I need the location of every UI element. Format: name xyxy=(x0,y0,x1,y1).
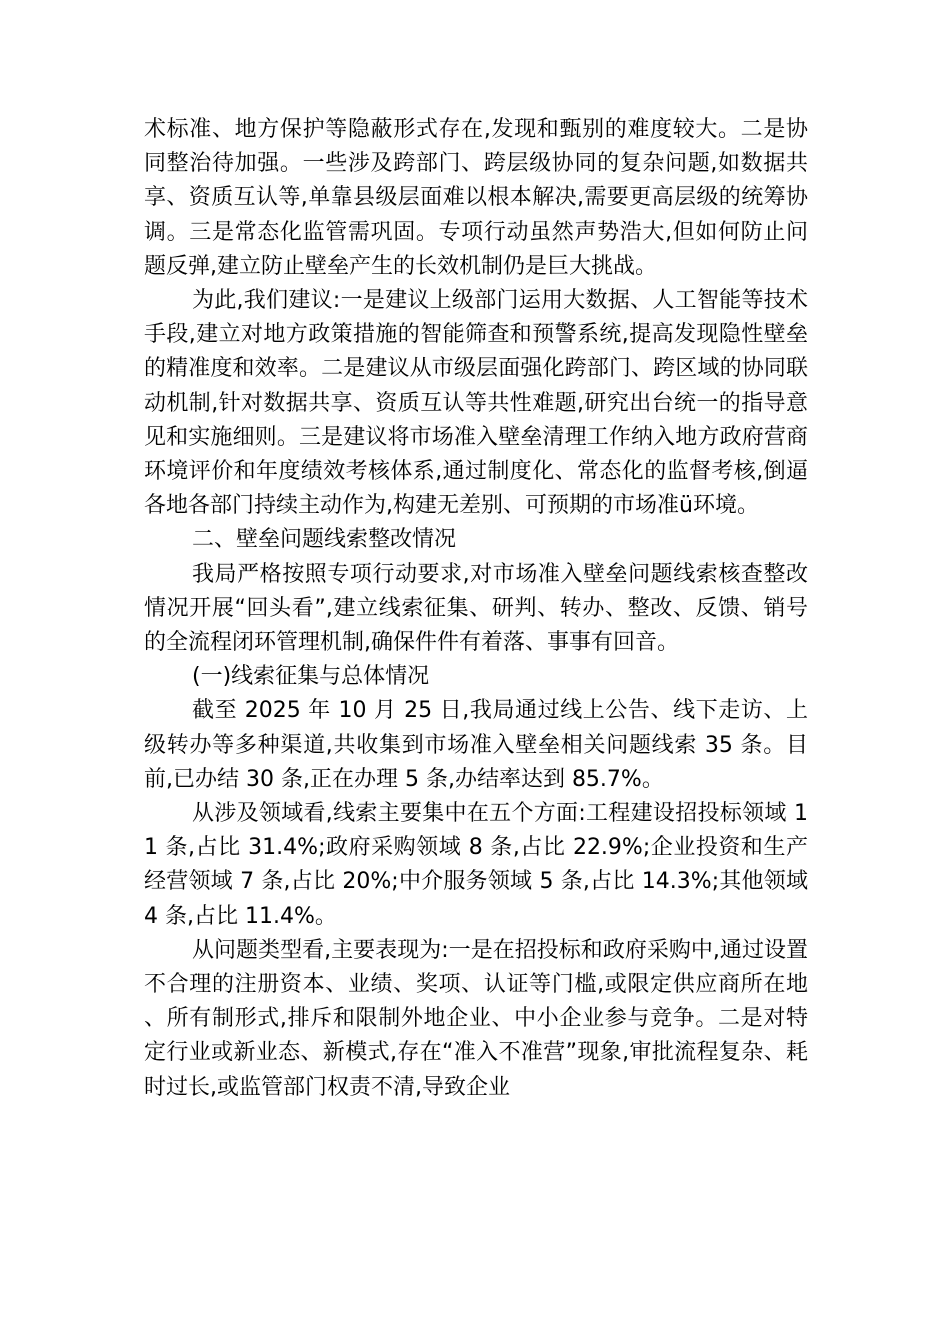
paragraph-review-mechanism: 我局严格按照专项行动要求,对市场准入壁垒问题线索核查整改情况开展“回头看”,建立线索征集、研判、转办、整改、反馈、销号的全流程闭环管理机制,确保件件有着落、事事有回音。 xyxy=(144,561,808,656)
paragraph-field-distribution: 从涉及领域看,线索主要集中在五个方面:工程建设招投标领域 11 条,占比 31.4%;政府采购领域 8 条,占比 22.9%;企业投资和生产经营领域 7 条,占比 20%;中介服务领域 5 条,占比 14.3%;其他领域 4 条,占比 11.4%。 xyxy=(144,801,808,929)
paragraph-continued-issues: 术标准、地方保护等隐蔽形式存在,发现和甄别的难度较大。二是协同整治待加强。一些涉及跨部门、跨层级协同的复杂问题,如数据共享、资质互认等,单靠县级层面难以根本解决,需要更高层级的统筹协调。三是常态化监管需巩固。专项行动虽然声势浩大,但如何防止问题反弹,建立防止壁垒产生的长效机制仍是巨大挑战。 xyxy=(144,117,808,279)
document-page xyxy=(144,113,808,1105)
section-heading-rectification: 二、壁垒问题线索整改情况 xyxy=(192,527,457,553)
paragraph-problem-types: 从问题类型看,主要表现为:一是在招投标和政府采购中,通过设置不合理的注册资本、业绩、奖项、认证等门槛,或限定供应商所在地、所有制形式,排斥和限制外地企业、中小企业参与竞争。二是对特定行业或新业态、新模式,存在“准入不准营”现象,审批流程复杂、耗时过长,或监管部门权责不清,导致企业 xyxy=(144,937,808,1100)
paragraph-suggestions: 为此,我们建议:一是建议上级部门运用大数据、人工智能等技术手段,建立对地方政策措施的智能筛查和预警系统,提高发现隐性壁垒的精准度和效率。二是建议从市级层面强化跨部门、跨区域的协同联动机制,针对数据共享、资质互认等共性难题,研究出台统一的指导意见和实施细则。三是建议将市场准入壁垒清理工作纳入地方政府营商环境评价和年度绩效考核体系,通过制度化、常态化的监督考核,倒逼各地各部门持续主动作为,构建无差别、可预期的市场准ü环境。 xyxy=(144,288,808,519)
subsection-heading-clue-collection: (一)线索征集与总体情况 xyxy=(192,664,430,690)
paragraph-clue-statistics: 截至 2025 年 10 月 25 日,我局通过线上公告、线下走访、上级转办等多种渠道,共收集到市场准入壁垒相关问题线索 35 条。目前,已办结 30 条,正在办理 5 条,办结率达到 85.7%。 xyxy=(144,698,808,792)
